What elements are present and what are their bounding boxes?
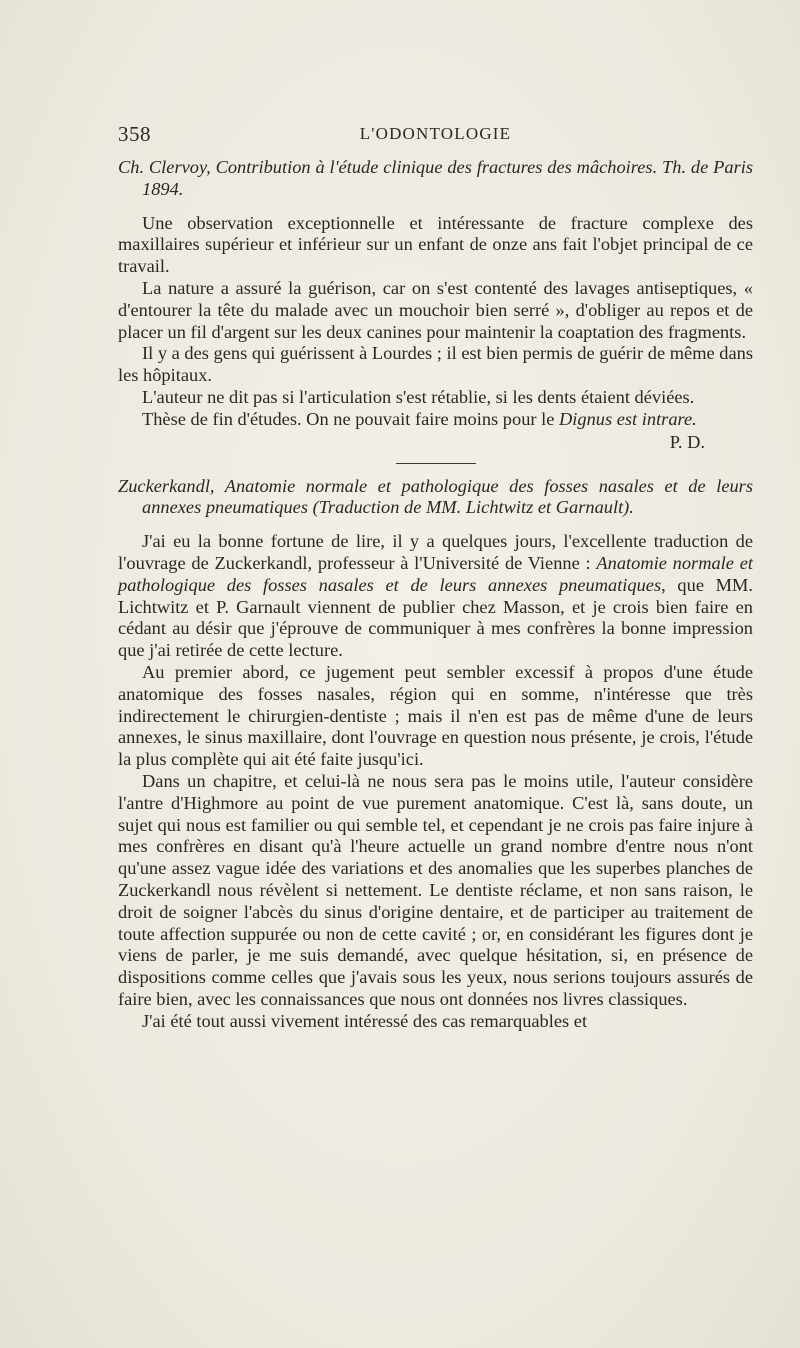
reference-clervoy: Ch. Clervoy, Contribution à l'étude clinique des fractures des mâchoires. Th. de Paris 1894. bbox=[118, 157, 753, 199]
paragraph: Une observation exceptionnelle et intéressante de fracture complexe des maxillaires supérieur et inférieur sur un enfant de onze ans fait l'objet principal de ce travail. bbox=[118, 212, 753, 277]
review-clervoy bbox=[118, 157, 753, 1032]
signature: P. D. bbox=[669, 431, 705, 452]
paragraph: Il y a des gens qui guérissent à Lourdes ; il est bien permis de guérir de même dans les hôpitaux. bbox=[118, 343, 753, 386]
paragraph-text: , que MM. Lichtwitz et P. Garnault viennent de publier chez Masson, et je crois bien faire en cédant au désir que j'éprouve de communiquer à mes confrères la bonne impression que j'ai retirée de cette lecture. bbox=[118, 574, 753, 661]
paragraph bbox=[118, 531, 753, 662]
section-divider bbox=[396, 463, 476, 464]
paragraph: La nature a assuré la guérison, car on s'est contenté des lavages antiseptiques, « d'entourer la tête du malade avec un mouchoir bien serré », d'obliger au repos et de placer un fil d'argent sur les deux canines pour maintenir la coaptation des fragments. bbox=[118, 277, 753, 342]
book-title: Anatomie normale et pathologique des fosses nasales et de leurs annexes pneumatiques bbox=[118, 552, 753, 595]
paragraph: Au premier abord, ce jugement peut sembler excessif à propos d'une étude anatomique des fosses nasales, région qui en somme, n'intéresse que très indirectement le chirurgien-dentiste ; mais il n'en est pas de même d'une de leurs annexes, le sinus maxillaire, dont l'ouvrage en question nous présente, je crois, l'étude la plus complète qui ait été faite jusqu'ici. bbox=[118, 661, 753, 770]
paragraph: J'ai été tout aussi vivement intéressé des cas remarquables et bbox=[142, 1010, 588, 1031]
paragraph: L'auteur ne dit pas si l'articulation s'est rétablie, si les dents étaient déviées. bbox=[142, 386, 695, 407]
paragraph-text: J'ai eu la bonne fortune de lire, il y a quelques jours, l'excellente traduction de l'ouvrage de Zuckerkandl, professeur à l'Université de Vienne : bbox=[118, 531, 753, 573]
paragraph: Dans un chapitre, et celui-là ne nous sera pas le moins utile, l'auteur considère l'antre d'Highmore au point de vue purement anatomique. C'est là, sans doute, un sujet qui nous est familier ou qui semble tel, et cependant je ne crois pas faire injure à mes confrères en disant qu'à l'heure actuelle un grand nombre d'entre nous n'ont qu'une assez vague idée des variations et des anomalies que les superbes planches de Zuckerkandl nous révèlent si nettement. Le dentiste réclame, et non sans raison, le droit de soigner l'abcès du sinus d'origine dentaire, et de participer au traitement de toute affection suppurée ou non de cette cavité ; or, en considérant les figures dont je viens de parler, je me suis demandé, avec quelque hésitation, si, en présence de dispositions comme celles que j'avais sous les yeux, nous serions toujours assurés de faire bien, avec les connaissances que nous ont données nos livres classiques. bbox=[118, 770, 753, 1009]
paragraph bbox=[118, 409, 753, 431]
page-number: 358 bbox=[118, 122, 151, 146]
running-head bbox=[118, 122, 753, 148]
journal-title: L'ODONTOLOGIE bbox=[359, 124, 512, 143]
reference-zuckerkandl: Zuckerkandl, Anatomie normale et pathologique des fosses nasales et de leurs annexes pneumatiques (Traduction de MM. Lichtwitz et Garnault). bbox=[118, 475, 753, 518]
paragraph-text: Thèse de fin d'études. On ne pouvait faire moins pour le bbox=[142, 408, 559, 429]
latin-phrase: Dignus est intrare. bbox=[559, 408, 697, 429]
